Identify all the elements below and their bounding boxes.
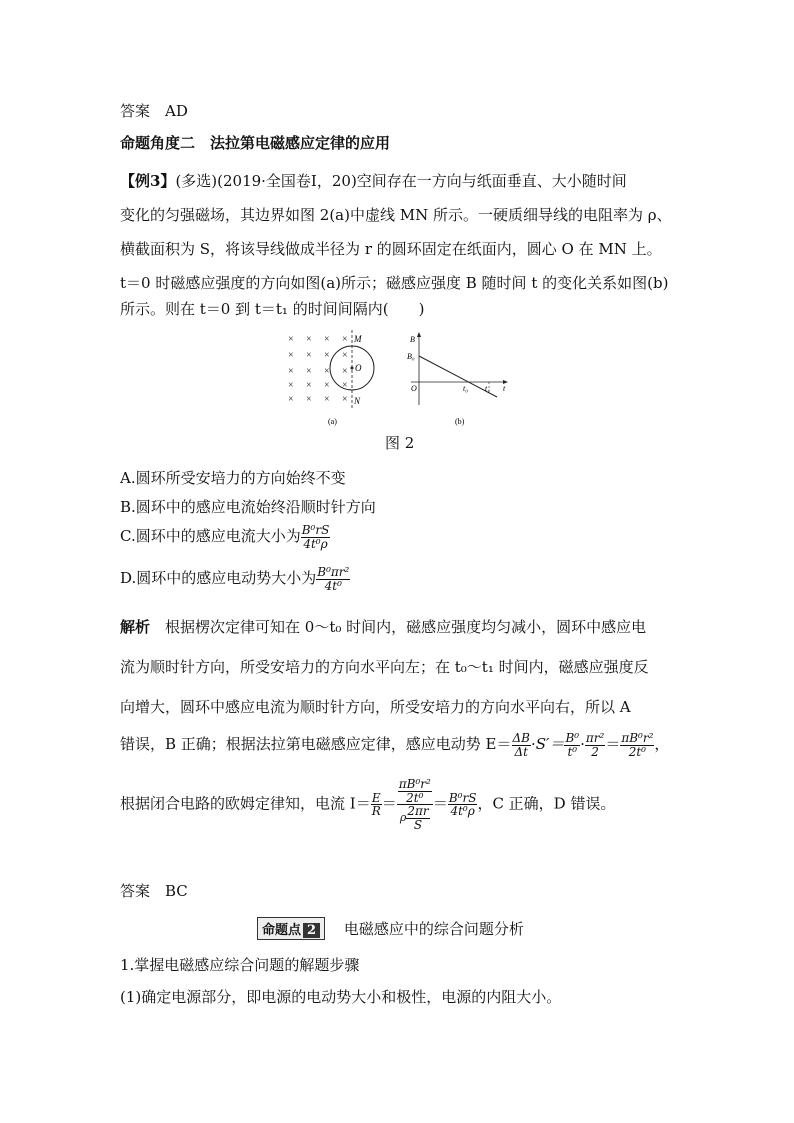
option-c-text: C.圆环中的感应电流大小为 (120, 527, 301, 546)
svg-text:×: × (306, 334, 312, 345)
svg-text:×: × (306, 350, 312, 361)
option-c (120, 524, 330, 550)
point-1-sub: (1)确定电源部分，即电源的电动势大小和极性，电源的内阻大小。 (120, 988, 562, 1006)
svg-text:×: × (306, 394, 312, 405)
formula-emf-result: $\frac{\text{πB⁰r²}}{\text{2t⁰}}$ (621, 731, 654, 759)
svg-text:×: × (288, 394, 294, 405)
sub-b: (b) (455, 417, 465, 426)
example-tag: 【例3】 (120, 172, 176, 190)
option-d-fraction: $\frac{\text{B⁰πr²}}{\text{4t⁰}}$ (317, 565, 350, 593)
svg-text:×: × (324, 394, 330, 405)
example-line-1 (120, 174, 627, 189)
section-heading: 命题角度二 法拉第电磁感应定律的应用 (120, 134, 391, 152)
topic-heading (257, 917, 524, 940)
svg-text:×: × (342, 366, 348, 377)
svg-text:×: × (324, 334, 330, 345)
label-t: t (503, 384, 506, 393)
topic-tag: 命题点 2 (257, 917, 325, 940)
example-line-2: 变化的匀强磁场，其边界如图 2(a)中虚线 MN 所示。一硬质细导线的电阻率为 ρ、 (120, 206, 672, 224)
svg-text:×: × (324, 380, 330, 391)
topic-title: 电磁感应中的综合问题分析 (343, 920, 524, 938)
svg-text:×: × (288, 380, 294, 391)
svg-text:×: × (342, 394, 348, 405)
svg-text:×: × (288, 334, 294, 345)
label-b0: B₀ (407, 352, 415, 361)
example-line-3: 横截面积为 S，将该导线做成半径为 r 的圆环固定在纸面内，圆心 O 在 MN 上。 (120, 240, 662, 258)
analysis-line-5: 根据闭合电路的欧姆定律知，电流 I＝ $\frac{E}{R}$ ＝ $\frac{\text{πB⁰r²}}{\text{2t⁰}}$ ρ $\frac{2\pi r}{S}$ ＝ $\frac{\text{B⁰rS}}{\text{4t⁰ρ}}$ ，C 正确，D 错误。 (120, 777, 616, 832)
option-b: B.圆环中的感应电流始终沿顺时针方向 (120, 498, 376, 516)
point-1: 1.掌握电磁感应综合问题的解题步骤 (120, 956, 360, 974)
svg-text:×: × (288, 366, 294, 377)
svg-text:×: × (342, 350, 348, 361)
label-origin: O (411, 384, 417, 393)
figure-a (280, 328, 390, 434)
option-a: A.圆环所受安培力的方向始终不变 (120, 469, 346, 487)
svg-text:×: × (306, 366, 312, 377)
answer-2: 答案 BC (120, 882, 188, 900)
figure-caption: 图 2 (385, 434, 415, 452)
label-t1: t₁ (485, 384, 491, 393)
label-n: N (354, 396, 361, 406)
figure-b (405, 330, 510, 434)
formula-pir2-2: $\frac{\text{πr²}}{2}$ (585, 731, 605, 759)
formula-db-dt: $\frac{\Delta B}{\Delta t}$ (512, 731, 530, 759)
answer-1: 答案 AD (120, 102, 188, 120)
analysis-line-3: 向增大，圆环中感应电流为顺时针方向，所受安培力的方向水平向右，所以 A (120, 698, 631, 716)
analysis-line-4: 错误，B 正确；根据法拉第电磁感应定律，感应电动势 E＝ $\frac{\Delta B}{\Delta t}$ ·S′＝ $\frac{\text{B⁰}}{\text{t⁰}}$ · $\frac{\text{πr²}}{2}$ ＝ $\frac{\text{πB⁰r²}}{\text{2t⁰}}$ ， (120, 731, 670, 759)
example-line-5: 所示。则在 t＝0 到 t＝t₁ 的时间间隔内( ) (120, 300, 425, 318)
svg-text:×: × (324, 366, 330, 377)
sub-a: (a) (328, 417, 337, 426)
figure-b-graph (405, 330, 510, 430)
field-cross-marks (288, 334, 348, 405)
example-text-1: (多选)(2019·全国卷Ⅰ，20)空间存在一方向与纸面垂直、大小随时间 (175, 172, 627, 190)
svg-text:×: × (342, 334, 348, 345)
label-b: B (410, 335, 415, 344)
label-t0: t₀ (463, 384, 469, 393)
analysis-text-1: 根据楞次定律可知在 0～t₀ 时间内，磁感应强度均匀减小，圆环中感应电 (165, 618, 647, 636)
svg-text:×: × (324, 350, 330, 361)
analysis-line-2: 流为顺时针方向，所受安培力的方向水平向左；在 t₀～t₁ 时间内，磁感应强度反 (120, 658, 649, 676)
option-d (120, 566, 350, 592)
svg-text:×: × (342, 380, 348, 391)
option-d-text: D.圆环中的感应电动势大小为 (120, 569, 317, 588)
figure-a-diagram (280, 328, 390, 430)
label-m: M (354, 334, 362, 344)
svg-text:×: × (288, 350, 294, 361)
formula-current-result: $\frac{\text{B⁰rS}}{\text{4t⁰ρ}}$ (448, 790, 477, 819)
svg-text:×: × (306, 380, 312, 391)
formula-b0-t0: $\frac{\text{B⁰}}{\text{t⁰}}$ (565, 731, 580, 759)
formula-e-r: $\frac{E}{R}$ (371, 790, 381, 819)
analysis-label: 解析 (120, 618, 151, 636)
formula-compound: $\frac{\text{πB⁰r²}}{\text{2t⁰}}$ ρ $\frac{2\pi r}{S}$ (398, 777, 431, 832)
example-line-4: t＝0 时磁感应强度的方向如图(a)所示；磁感应强度 B 随时间 t 的变化关系如图(b) (120, 274, 669, 292)
label-o: O (355, 363, 362, 373)
option-c-fraction: $\frac{\text{B⁰rS}}{\text{4t⁰ρ}}$ (301, 523, 330, 551)
analysis-line-1 (120, 620, 646, 635)
